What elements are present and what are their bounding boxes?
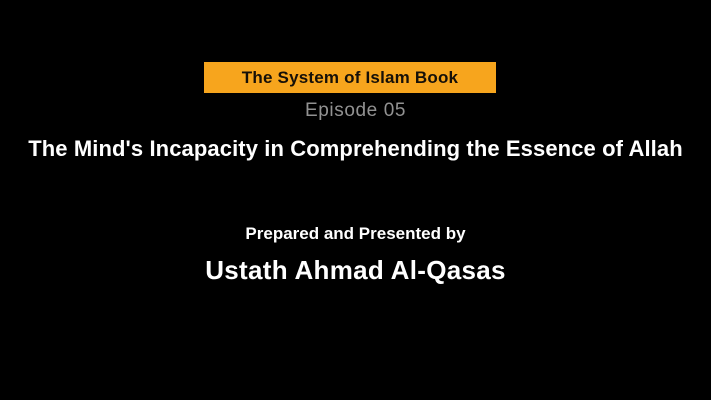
series-banner-label: The System of Islam Book <box>241 67 459 87</box>
series-banner <box>204 62 496 93</box>
episode-title: The Mind's Incapacity in Comprehending the Essence of Allah <box>28 136 683 161</box>
prepared-by-label: Prepared and Presented by <box>245 224 466 243</box>
episode-number-label: Episode 05 <box>304 100 407 121</box>
presenter-name: Ustath Ahmad Al-Qasas <box>205 255 506 285</box>
